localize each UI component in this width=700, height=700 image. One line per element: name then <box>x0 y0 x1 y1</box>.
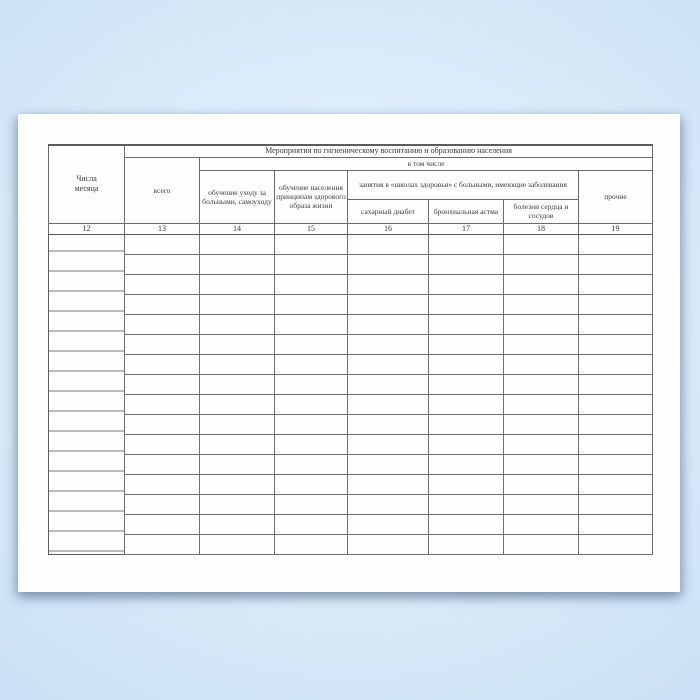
table-body <box>49 234 653 554</box>
empty-cell <box>348 254 429 274</box>
empty-cell <box>429 294 504 314</box>
column-number: 18 <box>504 223 579 234</box>
empty-cell <box>348 514 429 534</box>
empty-cell <box>200 434 275 454</box>
table-row <box>49 394 653 414</box>
empty-cell <box>504 314 579 334</box>
column-header-healthy-lifestyle: обучение населения принципам здорового образа жизни <box>275 170 348 223</box>
empty-cell <box>348 434 429 454</box>
table-row <box>49 274 653 294</box>
empty-cell <box>348 414 429 434</box>
empty-cell <box>200 414 275 434</box>
document-sheet <box>18 114 680 592</box>
empty-cell <box>579 454 653 474</box>
column-number: 17 <box>429 223 504 234</box>
table-row <box>49 434 653 454</box>
empty-cell <box>200 394 275 414</box>
empty-cell <box>504 254 579 274</box>
column-header-total: всего <box>125 157 200 223</box>
empty-cell <box>579 514 653 534</box>
empty-cell <box>429 254 504 274</box>
table-row <box>49 514 653 534</box>
empty-cell <box>348 454 429 474</box>
empty-cell <box>429 494 504 514</box>
empty-cell <box>200 314 275 334</box>
empty-cell <box>125 254 200 274</box>
empty-cell <box>275 314 348 334</box>
empty-cell <box>429 414 504 434</box>
empty-cell <box>125 294 200 314</box>
empty-cell <box>275 394 348 414</box>
empty-cell <box>200 514 275 534</box>
column-header-days: Числа месяца <box>49 145 125 223</box>
table-row <box>49 294 653 314</box>
empty-cell <box>579 434 653 454</box>
table-row <box>49 494 653 514</box>
column-number: 14 <box>200 223 275 234</box>
empty-cell <box>200 474 275 494</box>
empty-cell <box>504 474 579 494</box>
empty-cell <box>125 354 200 374</box>
empty-cell <box>348 274 429 294</box>
table-header <box>49 145 653 234</box>
empty-cell <box>200 274 275 294</box>
empty-cell <box>200 234 275 254</box>
empty-cell <box>275 234 348 254</box>
empty-cell <box>348 394 429 414</box>
empty-cell <box>275 514 348 534</box>
empty-cell <box>504 434 579 454</box>
table-row <box>49 374 653 394</box>
empty-cell <box>275 474 348 494</box>
hygiene-education-table <box>48 144 653 555</box>
empty-cell <box>125 334 200 354</box>
column-header-activities-group: Мероприятия по гигиеническому воспитанию и образованию населения <box>125 145 653 157</box>
empty-cell <box>125 534 200 554</box>
empty-cell <box>429 434 504 454</box>
empty-cell <box>275 354 348 374</box>
empty-cell <box>200 294 275 314</box>
empty-cell <box>504 234 579 254</box>
empty-cell <box>579 234 653 254</box>
empty-cell <box>504 294 579 314</box>
empty-cell <box>125 454 200 474</box>
empty-cell <box>579 414 653 434</box>
empty-cell <box>200 254 275 274</box>
empty-cell <box>275 334 348 354</box>
table-row <box>49 454 653 474</box>
empty-cell <box>504 274 579 294</box>
empty-cell <box>348 374 429 394</box>
empty-cell <box>200 374 275 394</box>
empty-cell <box>504 374 579 394</box>
empty-cell <box>348 474 429 494</box>
empty-cell <box>579 274 653 294</box>
empty-cell <box>429 394 504 414</box>
column-header-asthma: бронхиальная астма <box>429 199 504 223</box>
empty-cell <box>429 354 504 374</box>
empty-cell <box>200 534 275 554</box>
column-number: 15 <box>275 223 348 234</box>
empty-cell <box>579 254 653 274</box>
empty-cell <box>579 374 653 394</box>
empty-cell <box>429 334 504 354</box>
empty-cell <box>348 354 429 374</box>
empty-cell <box>200 494 275 514</box>
empty-cell <box>348 494 429 514</box>
empty-cell <box>348 234 429 254</box>
empty-cell <box>504 334 579 354</box>
header-row-group <box>49 145 653 157</box>
empty-cell <box>275 254 348 274</box>
empty-cell <box>275 494 348 514</box>
column-header-other: прочие <box>579 170 653 223</box>
empty-cell <box>579 394 653 414</box>
empty-cell <box>348 314 429 334</box>
empty-cell <box>275 274 348 294</box>
empty-cell <box>504 454 579 474</box>
column-header-patient-care: обучение уходу за больными, самоуходу <box>200 170 275 223</box>
table-row <box>49 254 653 274</box>
empty-cell <box>275 434 348 454</box>
empty-cell <box>200 354 275 374</box>
table-row <box>49 234 653 254</box>
empty-cell <box>429 534 504 554</box>
empty-cell <box>125 474 200 494</box>
empty-cell <box>125 234 200 254</box>
empty-cell <box>348 294 429 314</box>
empty-cell <box>125 314 200 334</box>
empty-cell <box>579 354 653 374</box>
empty-cell <box>429 374 504 394</box>
empty-cell <box>275 534 348 554</box>
empty-cell <box>429 474 504 494</box>
empty-cell <box>504 354 579 374</box>
empty-cell <box>429 314 504 334</box>
column-header-diabetes: сахарный диабет <box>348 199 429 223</box>
empty-cell <box>275 374 348 394</box>
empty-cell <box>429 454 504 474</box>
empty-cell <box>504 534 579 554</box>
table-row <box>49 474 653 494</box>
empty-cell <box>579 294 653 314</box>
column-number: 16 <box>348 223 429 234</box>
days-column-ruled-cell <box>49 234 125 554</box>
table-row <box>49 534 653 554</box>
table-row <box>49 314 653 334</box>
empty-cell <box>504 494 579 514</box>
empty-cell <box>429 274 504 294</box>
empty-cell <box>200 454 275 474</box>
empty-cell <box>200 334 275 354</box>
empty-cell <box>579 534 653 554</box>
header-row-subgroup <box>49 157 653 170</box>
table-row <box>49 334 653 354</box>
empty-cell <box>125 394 200 414</box>
empty-cell <box>504 514 579 534</box>
empty-cell <box>125 374 200 394</box>
empty-cell <box>125 274 200 294</box>
empty-cell <box>579 334 653 354</box>
empty-cell <box>429 234 504 254</box>
empty-cell <box>275 294 348 314</box>
empty-cell <box>429 514 504 534</box>
column-number: 13 <box>125 223 200 234</box>
empty-cell <box>275 414 348 434</box>
column-header-including: в том числе <box>200 157 653 170</box>
table-row <box>49 414 653 434</box>
empty-cell <box>125 434 200 454</box>
empty-cell <box>348 334 429 354</box>
column-header-health-schools-group: занятия в «школах здоровья» с больными, имеющие заболевания <box>348 170 579 199</box>
empty-cell <box>579 474 653 494</box>
empty-cell <box>125 514 200 534</box>
column-header-heart-vessels: болезни сердца и сосудов <box>504 199 579 223</box>
empty-cell <box>579 494 653 514</box>
empty-cell <box>504 394 579 414</box>
table-row <box>49 354 653 374</box>
empty-cell <box>348 534 429 554</box>
column-number: 12 <box>49 223 125 234</box>
empty-cell <box>125 414 200 434</box>
column-number: 19 <box>579 223 653 234</box>
empty-cell <box>504 414 579 434</box>
empty-cell <box>275 454 348 474</box>
empty-cell <box>579 314 653 334</box>
column-numbers-row <box>49 223 653 234</box>
empty-cell <box>125 494 200 514</box>
